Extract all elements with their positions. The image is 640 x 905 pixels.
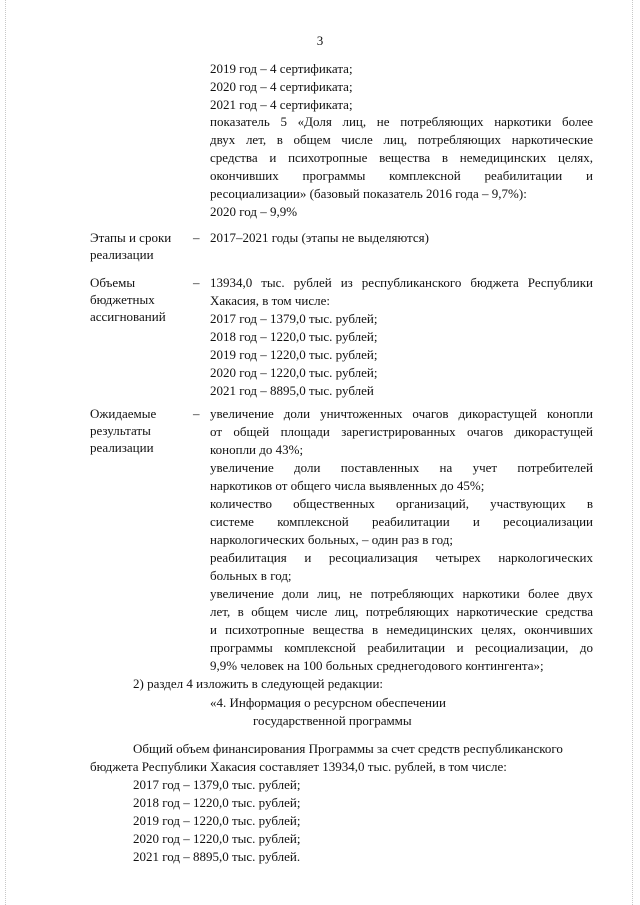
label-results: результаты (90, 423, 151, 438)
indicator-text-line: двух лет, в общем числе лиц, потребляющих наркотические (210, 132, 593, 147)
indicator-text-line: средства и психотропные вещества в немедицинских целях, (210, 150, 593, 165)
budget-year-line: 2019 год – 1220,0 тыс. рублей; (210, 347, 378, 362)
section-year-line: 2020 год – 1220,0 тыс. рублей; (133, 831, 301, 846)
indicator-text-line: ресоциализации» (базовый показатель 2016 года – 9,7%): (210, 186, 527, 201)
dash-separator: – (193, 230, 200, 245)
budget-year-line: 2020 год – 1220,0 тыс. рублей; (210, 365, 378, 380)
label-stages: Этапы и сроки (90, 230, 172, 245)
label-budget: бюджетных (90, 292, 155, 307)
results-text-line: количество общественных организаций, участвующих в (210, 496, 593, 511)
indicator-text-line: окончивших программы комплексной реабилитации и (210, 168, 593, 183)
label-budget: ассигнований (90, 309, 166, 324)
page-number: 3 (316, 33, 324, 48)
indicator-text-line: показатель 5 «Доля лиц, не потребляющих наркотики более (210, 114, 593, 129)
budget-year-line: 2018 год – 1220,0 тыс. рублей; (210, 329, 378, 344)
results-text-line: увеличение доли уничтоженных очагов дикорастущей конопли (210, 406, 593, 421)
results-text-line: наркотиков от общего числа выявленных до 45%; (210, 478, 485, 493)
results-text-line: больных в год; (210, 568, 292, 583)
amendment-instruction: 2) раздел 4 изложить в следующей редакции: (133, 676, 384, 691)
label-results: Ожидаемые (90, 406, 157, 421)
label-stages: реализации (90, 247, 154, 262)
results-text-line: конопли до 43%; (210, 442, 304, 457)
budget-text-line: Хакасия, в том числе: (210, 293, 331, 308)
results-text-line: увеличение доли лиц, не потребляющих наркотики более двух (210, 586, 593, 601)
certificates-line: 2020 год – 4 сертификата; (210, 79, 353, 94)
scan-edge-left (5, 0, 6, 905)
dash-separator: – (193, 275, 200, 290)
certificates-line: 2019 год – 4 сертификата; (210, 61, 353, 76)
results-text-line: программы комплексной реабилитации и ресоциализации, до (210, 640, 593, 655)
indicator-target-line: 2020 год – 9,9% (210, 204, 298, 219)
label-results: реализации (90, 440, 154, 455)
results-text-line: от общей площади зарегистрированных очагов дикорастущей (210, 424, 593, 439)
results-text-line: лет, в общем числе лиц, потребляющих наркотические средства (210, 604, 593, 619)
label-budget: Объемы (90, 275, 136, 290)
stages-value: 2017–2021 годы (этапы не выделяются) (210, 230, 429, 245)
results-text-line: наркологических больных, – один раз в год; (210, 532, 454, 547)
budget-year-line: 2017 год – 1379,0 тыс. рублей; (210, 311, 378, 326)
dash-separator: – (193, 406, 200, 421)
scan-edge-right (632, 0, 633, 905)
section-body-line: Общий объем финансирования Программы за счет средств республиканского (133, 741, 563, 756)
section-year-line: 2017 год – 1379,0 тыс. рублей; (133, 777, 301, 792)
results-text-line: реабилитация и ресоциализация четырех наркологических (210, 550, 593, 565)
budget-text-line: 13934,0 тыс. рублей из республиканского бюджета Республики (210, 275, 593, 290)
section-heading: государственной программы (253, 713, 412, 728)
section-year-line: 2021 год – 8895,0 тыс. рублей. (133, 849, 301, 864)
results-text-line: увеличение доли поставленных на учет потребителей (210, 460, 593, 475)
section-body-line: бюджета Республики Хакасия составляет 13934,0 тыс. рублей, в том числе: (90, 759, 507, 774)
budget-year-line: 2021 год – 8895,0 тыс. рублей (210, 383, 374, 398)
section-year-line: 2019 год – 1220,0 тыс. рублей; (133, 813, 301, 828)
results-text-line: 9,9% человек на 100 больных среднегодового контингента»; (210, 658, 544, 673)
results-text-line: системе комплексной реабилитации и ресоциализации (210, 514, 593, 529)
results-text-line: и психотропные вещества в немедицинских целях, окончивших (210, 622, 593, 637)
certificates-line: 2021 год – 4 сертификата; (210, 97, 353, 112)
section-year-line: 2018 год – 1220,0 тыс. рублей; (133, 795, 301, 810)
section-heading: «4. Информация о ресурсном обеспечении (210, 695, 446, 710)
